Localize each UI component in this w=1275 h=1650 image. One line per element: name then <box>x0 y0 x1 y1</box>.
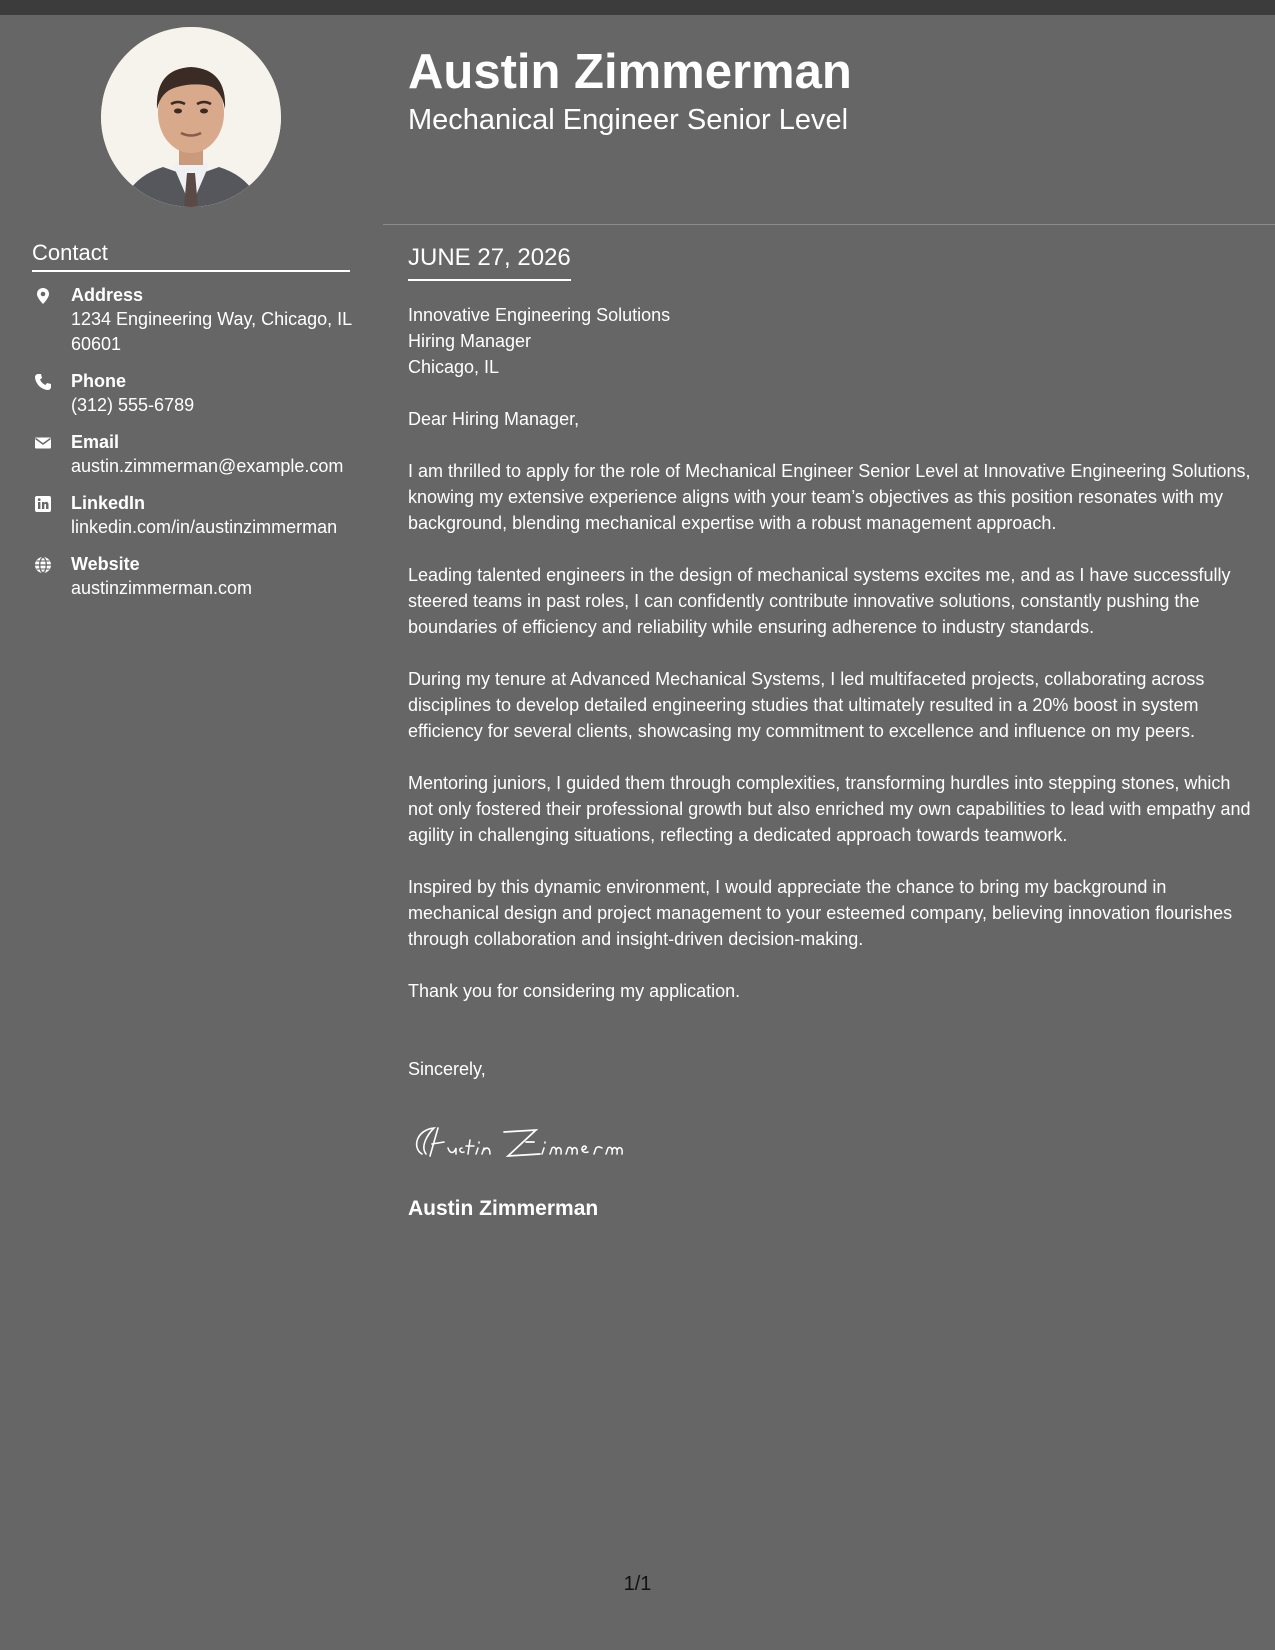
contact-item-email <box>32 430 352 479</box>
top-bar <box>0 0 1275 15</box>
contact-label: Email <box>71 432 120 452</box>
contact-item-website <box>32 552 352 601</box>
contact-heading: Contact <box>32 240 350 272</box>
globe-icon <box>34 556 52 574</box>
salutation: Dear Hiring Manager, <box>408 409 580 429</box>
closing: Sincerely, <box>408 1059 486 1079</box>
contact-item-address <box>32 283 352 357</box>
contact-label: Address <box>71 285 144 305</box>
envelope-icon <box>34 434 52 452</box>
recipient-title: Hiring Manager <box>408 331 532 351</box>
letter-paragraph: During my tenure at Advanced Mechanical Systems, I led multifaceted projects, collaborating across disciplines to develop detailed engineering studies that ultimately resulted in a 20% boost in system efficiency for several clients, showcasing my commitment to excellence and influence on my peers. <box>408 669 1205 741</box>
letter-paragraph: I am thrilled to apply for the role of Mechanical Engineer Senior Level at Innovative Engineering Solutions, knowing my extensive experience aligns with your team’s objectives as this position resonates with my background, blending mechanical expertise with a robust management approach. <box>408 461 1251 533</box>
contact-label: Website <box>71 554 140 574</box>
signer-name: Austin Zimmerman <box>408 1197 599 1220</box>
page-number: 1/1 <box>623 1573 652 1595</box>
contact-item-linkedin <box>32 491 352 540</box>
phone-value: (312) 555-6789 <box>71 395 195 415</box>
applicant-name: Austin Zimmerman <box>408 45 852 99</box>
website-value[interactable]: austinzimmerman.com <box>71 578 253 598</box>
recipient-company: Innovative Engineering Solutions <box>408 305 671 325</box>
letter-body <box>408 302 1253 1222</box>
contact-list <box>32 283 352 613</box>
profile-photo <box>101 27 281 207</box>
recipient-block <box>408 302 1253 380</box>
applicant-role: Mechanical Engineer Senior Level <box>408 104 849 136</box>
recipient-location: Chicago, IL <box>408 357 500 377</box>
linkedin-value[interactable]: linkedin.com/in/austinzimmerman <box>71 517 338 537</box>
letter-paragraph: Inspired by this dynamic environment, I would appreciate the chance to bring my background in mechanical design and project management to your esteemed company, believing innovation flourishes through collaboration and insight-driven decision-making. <box>408 877 1233 949</box>
contact-label: Phone <box>71 371 127 391</box>
contact-item-phone <box>32 369 352 418</box>
email-value[interactable]: austin.zimmerman@example.com <box>71 456 344 476</box>
address-value: 1234 Engineering Way, Chicago, IL 60601 <box>71 309 352 354</box>
linkedin-icon <box>34 495 52 513</box>
letter-date: JUNE 27, 2026 <box>408 244 571 281</box>
letter-paragraph: Thank you for considering my application. <box>408 981 741 1001</box>
letter-paragraph: Mentoring juniors, I guided them through complexities, transforming hurdles into stepping stones, which not only fostered their professional growth but also enriched my own capabilities to lead with empathy and agility in challenging situations, reflecting a dedicated approach towards teamwork. <box>408 773 1251 845</box>
contact-label: LinkedIn <box>71 493 146 513</box>
header-divider <box>383 224 1275 225</box>
letter-paragraph: Leading talented engineers in the design of mechanical systems excites me, and as I have successfully steered teams in past roles, I can confidently contribute innovative solutions, constantly pushing the boundaries of efficiency and reliability while ensuring adherence to industry standards. <box>408 565 1231 637</box>
handwritten-signature <box>408 1118 668 1168</box>
map-pin-icon <box>34 287 52 305</box>
phone-icon <box>34 373 52 391</box>
